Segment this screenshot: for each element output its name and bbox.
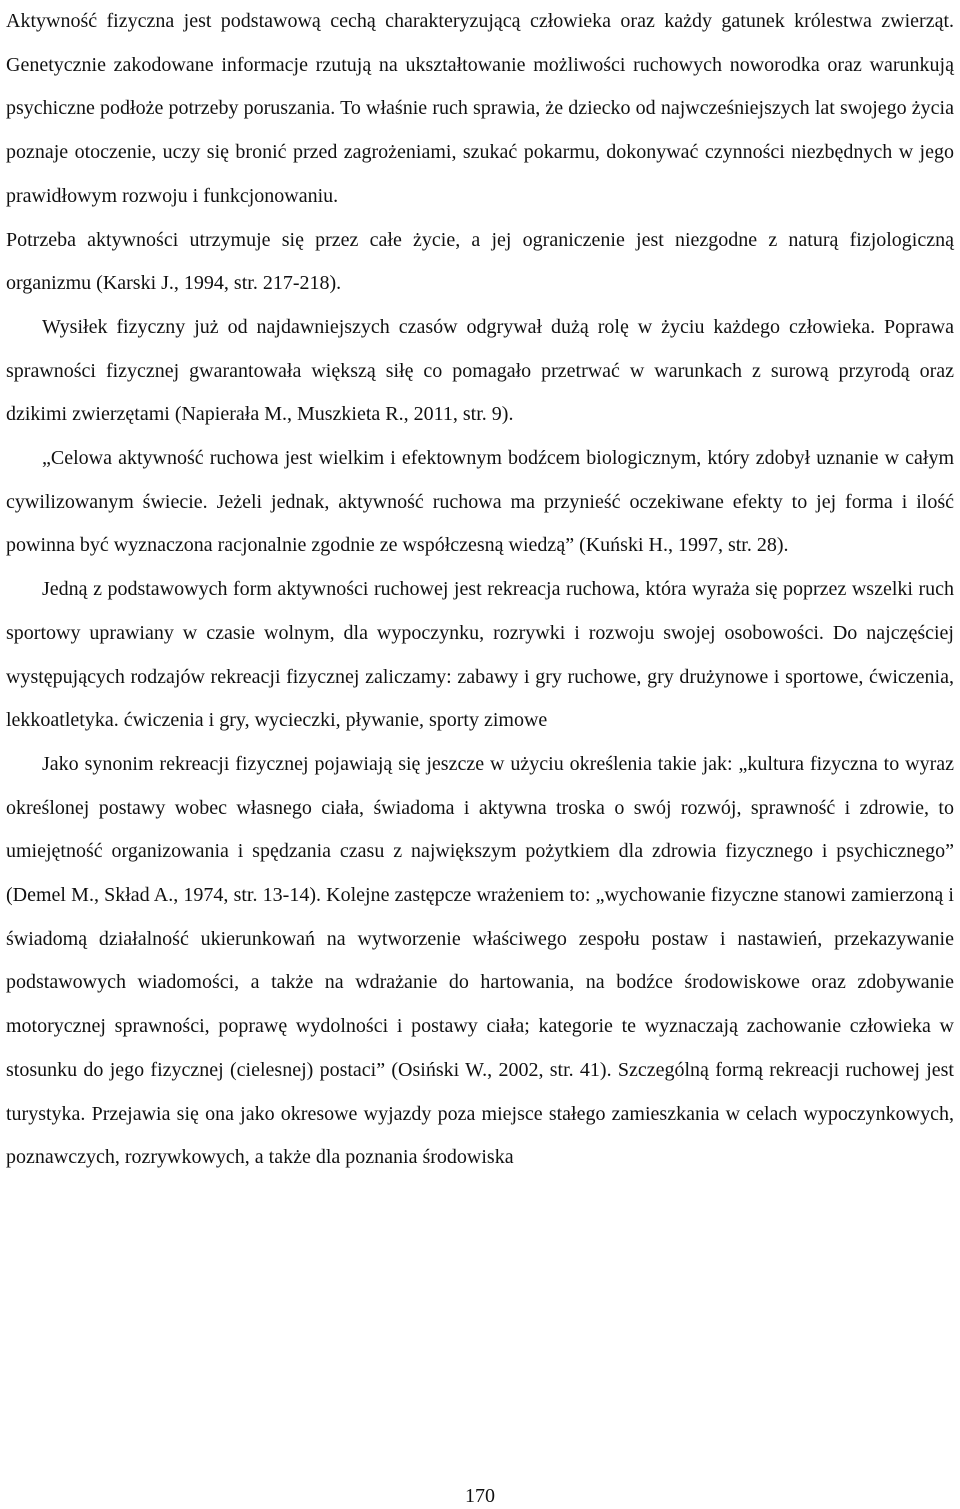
body-text [6, 0, 954, 1180]
paragraph-recreation-forms: Jedną z podstawowych form aktywności ruchowej jest rekreacja ruchowa, która wyraża się poprzez wszelki ruch sportowy uprawiany w czasie wolnym, dla wypoczynku, rozrywki i rozwoju swojej osobowości. Do najczęściej występujących rodzajów rekreacji fizycznej zaliczamy: zabawy i gry ruchowe, gry drużynowe i sportowe, ćwiczenia, lekkoatletyka. ćwiczenia i gry, wycieczki, pływanie, sporty zimowe [6, 578, 954, 732]
page-number: 170 [465, 1485, 495, 1507]
paragraph-physical-activity: Aktywność fizyczna jest podstawową cechą charakteryzującą człowieka oraz każdy gatunek królestwa zwierząt. Genetycznie zakodowane informacje rzutują na ukształtowanie możliwości ruchowych noworodka oraz warunkują psychiczne podłoże potrzeby poruszania. To właśnie ruch sprawia, że dziecko od najwcześniejszych lat swojego życia poznaje otoczenie, uczy się bronić przed zagrożeniami, szukać pokarmu, dokonywać czynności niezbędnych w jego prawidłowym rozwoju i funkcjonowaniu. [6, 10, 954, 207]
paragraph-activity-need: Potrzeba aktywności utrzymuje się przez całe życie, a jej ograniczenie jest niezgodne z naturą fizjologiczną organizmu (Karski J., 1994, str. 217-218). [6, 228, 954, 295]
paragraph-purposeful-activity: „Celowa aktywność ruchowa jest wielkim i efektownym bodźcem biologicznym, który zdobył uznanie w całym cywilizowanym świecie. Jeżeli jednak, aktywność ruchowa ma przynieść oczekiwane efekty to jej forma i ilość powinna być wyznaczona racjonalnie zgodnie ze współczesną wiedzą” (Kuński H., 1997, str. 28). [6, 447, 954, 557]
paragraph-physical-effort: Wysiłek fizyczny już od najdawniejszych czasów odgrywał dużą rolę w życiu każdego człowieka. Poprawa sprawności fizycznej gwarantowała większą siłę co pomagało przetrwać w warunkach z surową przyrodą oraz dzikimi zwierzętami (Napierała M., Muszkieta R., 2011, str. 9). [6, 315, 954, 426]
paragraph-recreation-synonyms: Jako synonim rekreacji fizycznej pojawiają się jeszcze w użyciu określenia takie jak: „kultura fizyczna to wyraz określonej postawy wobec własnego ciała, świadoma i aktywna troska o swój rozwój, sprawność i zdrowie, to umiejętność organizowania i spędzania czasu z największym pożytkiem dla zdrowia fizycznego i psychicznego” (Demel M., Skład A., 1974, str. 13-14). Kolejne zastępcze wrażeniem to: „wychowanie fizyczne stanowi zamierzoną i świadomą działalność ukierunkowań na wytworzenie właściwego zespołu postaw i nastawień, przekazywanie podstawowych wiadomości, a także na wdrażanie do hartowania, na bodźce środowiskowe oraz zdobywanie motorycznej sprawności, poprawę wydolności i postawy ciała; kategorie te wyznaczają zachowanie człowieka w stosunku do jego fizycznej (cielesnej) postaci” (Osiński W., 2002, str. 41). Szczególną formą rekreacji ruchowej jest turystyka. Przejawia się ona jako okresowe wyjazdy poza miejsce stałego zamieszkania w celach wypoczynkowych, poznawczych, rozrywkowych, a także dla poznania środowiska [6, 752, 954, 1169]
